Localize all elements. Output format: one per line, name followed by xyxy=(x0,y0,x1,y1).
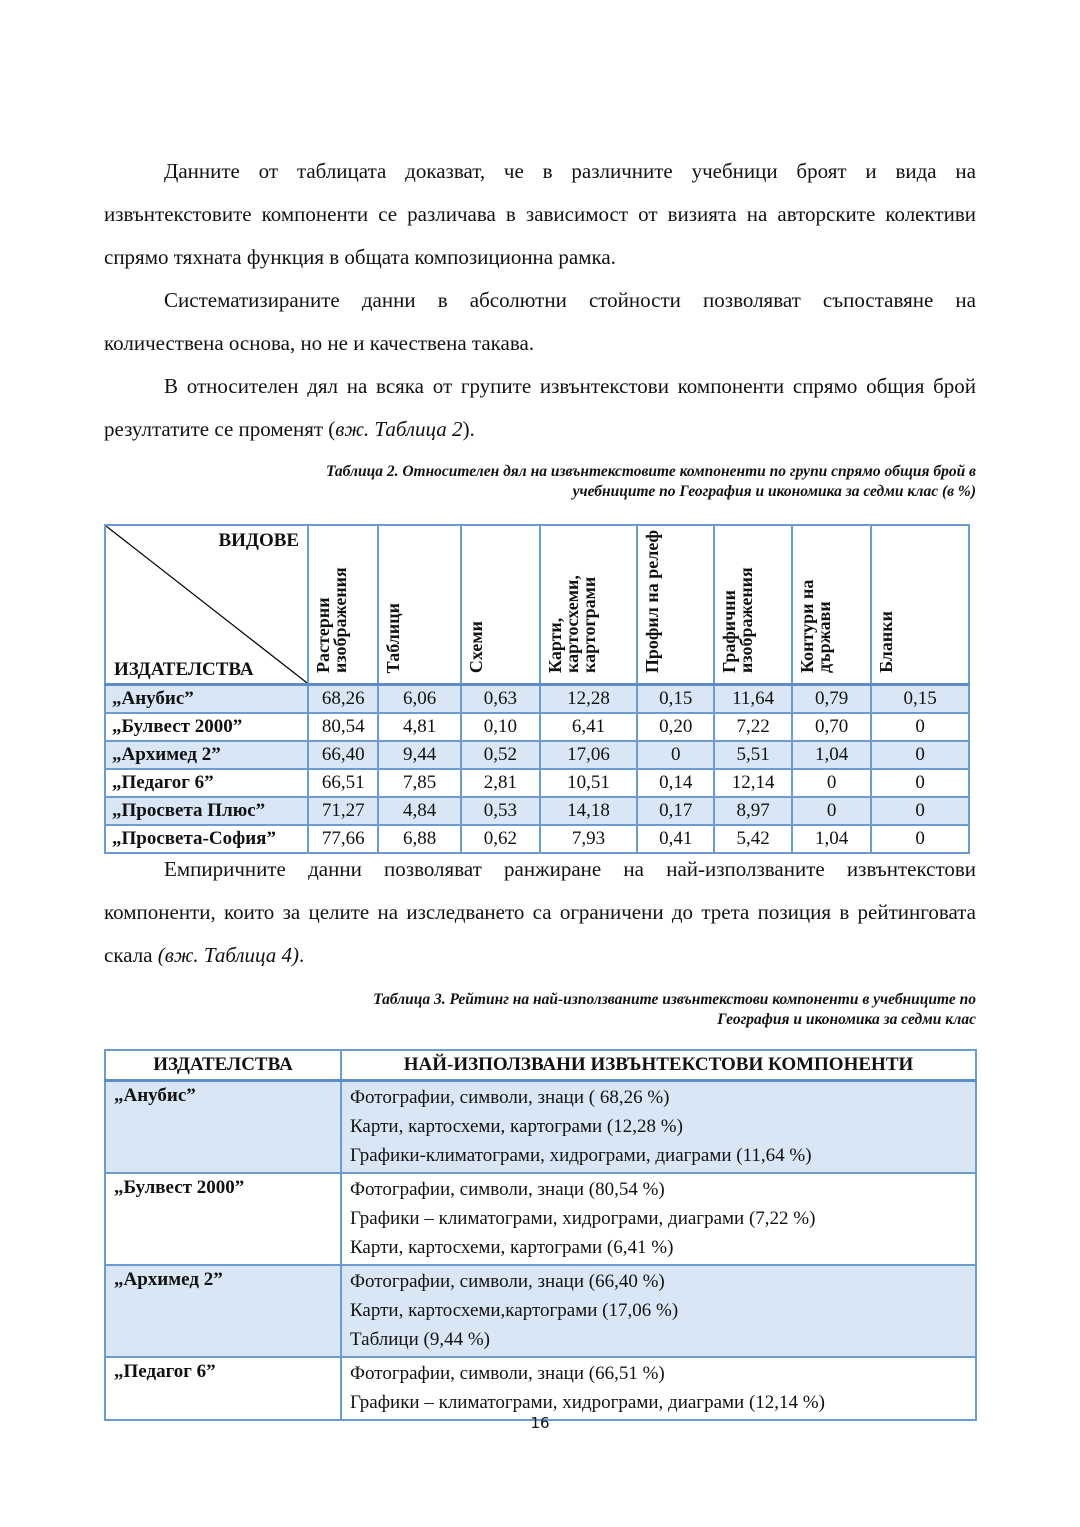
value-cell: 77,66 xyxy=(308,825,378,853)
table2-header-row xyxy=(105,525,969,685)
value-cell: 10,51 xyxy=(540,769,637,797)
value-cell: 66,40 xyxy=(308,741,378,769)
value-cell: 0,17 xyxy=(637,797,714,825)
component-item: Графики – климатограми, хидрограми, диаграми (12,14 %) xyxy=(350,1392,825,1413)
value-cell: 0,15 xyxy=(637,685,714,714)
value-cell: 71,27 xyxy=(308,797,378,825)
value-cell: 0,62 xyxy=(461,825,540,853)
table-row xyxy=(105,1265,976,1357)
col-header-schemes: Схеми xyxy=(461,525,540,685)
value-cell: 0,15 xyxy=(871,685,969,714)
value-cell: 7,22 xyxy=(714,713,792,741)
col-header-components: НАЙ-ИЗПОЛЗВАНИ ИЗВЪНТЕКСТОВИ КОМПОНЕНТИ xyxy=(341,1050,976,1081)
value-cell: 0 xyxy=(871,797,969,825)
table3-caption: Таблица 3. Рейтинг на най-използваните извънтекстови компоненти в учебниците по География и икономика за седми клас xyxy=(373,991,976,1028)
publisher-cell: „Педагог 6” xyxy=(105,769,308,797)
value-cell: 12,14 xyxy=(714,769,792,797)
table-row xyxy=(105,1081,976,1174)
value-cell: 1,04 xyxy=(792,825,871,853)
component-item: Графики – климатограми, хидрограми, диаграми (7,22 %) xyxy=(350,1208,816,1229)
header-publishers: ИЗДАТЕЛСТВА xyxy=(114,659,254,680)
publisher-cell: „Просвета-София” xyxy=(105,825,308,853)
header-kinds: ВИДОВЕ xyxy=(218,530,300,551)
component-item: Фотографии, символи, знаци (80,54 %) xyxy=(350,1179,665,1200)
table-row xyxy=(105,797,969,825)
value-cell: 0 xyxy=(871,713,969,741)
value-cell: 0 xyxy=(792,769,871,797)
table-row xyxy=(105,685,969,714)
table-row xyxy=(105,1357,976,1420)
components-cell xyxy=(341,1173,976,1265)
value-cell: 0,63 xyxy=(461,685,540,714)
diagonal-header-cell xyxy=(105,525,308,685)
component-item: Фотографии, символи, знаци (66,40 %) xyxy=(350,1271,665,1292)
value-cell: 8,97 xyxy=(714,797,792,825)
paragraph-1: Данните от таблицата доказват, че в различните учебници броят и вида на извънтекстовите компоненти се различава в зависимост от визията на авторските колективи спрямо тяхната функция в общата композиционна рамка. xyxy=(104,159,976,269)
value-cell: 4,81 xyxy=(378,713,461,741)
publisher-cell: „Булвест 2000” xyxy=(105,1173,341,1265)
publisher-cell: „Педагог 6” xyxy=(105,1357,341,1420)
value-cell: 6,41 xyxy=(540,713,637,741)
value-cell: 0 xyxy=(871,741,969,769)
component-item: Карти, картосхеми, картограми (12,28 %) xyxy=(350,1116,683,1137)
component-item: Графики-климатограми, хидрограми, диаграми (11,64 %) xyxy=(350,1145,812,1166)
table3-header-row xyxy=(105,1050,976,1081)
value-cell: 1,04 xyxy=(792,741,871,769)
publisher-cell: „Булвест 2000” xyxy=(105,713,308,741)
value-cell: 2,81 xyxy=(461,769,540,797)
table-row xyxy=(105,769,969,797)
publisher-cell: „Архимед 2” xyxy=(105,741,308,769)
value-cell: 68,26 xyxy=(308,685,378,714)
components-cell xyxy=(341,1081,976,1174)
table-reference: (вж. Таблица 4) xyxy=(157,943,300,967)
value-cell: 12,28 xyxy=(540,685,637,714)
value-cell: 4,84 xyxy=(378,797,461,825)
value-cell: 0,10 xyxy=(461,713,540,741)
col-header-relief-profile: Профил на релеф xyxy=(637,525,714,685)
col-header-maps: Карти, картосхеми, картограми xyxy=(540,525,637,685)
value-cell: 5,51 xyxy=(714,741,792,769)
value-cell: 0,53 xyxy=(461,797,540,825)
value-cell: 17,06 xyxy=(540,741,637,769)
value-cell: 14,18 xyxy=(540,797,637,825)
value-cell: 6,88 xyxy=(378,825,461,853)
publisher-cell: „Архимед 2” xyxy=(105,1265,341,1357)
col-header-tables: Таблици xyxy=(378,525,461,685)
table-reference: вж. Таблица 2 xyxy=(335,417,463,441)
value-cell: 0 xyxy=(871,825,969,853)
table2-caption: Таблица 2. Относителен дял на извънтекстовите компоненти по групи спрямо общия брой в учебниците по География и икономика за седми клас (в %) xyxy=(326,463,976,500)
value-cell: 0,79 xyxy=(792,685,871,714)
publisher-cell: „Анубис” xyxy=(105,685,308,714)
value-cell: 5,42 xyxy=(714,825,792,853)
value-cell: 66,51 xyxy=(308,769,378,797)
component-item: Фотографии, символи, знаци ( 68,26 %) xyxy=(350,1087,670,1108)
components-cell xyxy=(341,1265,976,1357)
table-row xyxy=(105,713,969,741)
col-header-graphics: Графични изображения xyxy=(714,525,792,685)
table-row xyxy=(105,741,969,769)
value-cell: 6,06 xyxy=(378,685,461,714)
col-header-raster: Растерни изображения xyxy=(308,525,378,685)
component-item: Карти, картосхеми, картограми (6,41 %) xyxy=(350,1237,674,1258)
paragraph-3: В относителен дял на всяка от групите извънтекстови компоненти спрямо общия брой резултатите се променят (вж. Таблица 2). xyxy=(104,374,976,441)
paragraph-2: Систематизираните данни в абсолютни стойности позволяват съпоставяне на количествена основа, но не и качествена такава. xyxy=(104,288,976,355)
component-item: Таблици (9,44 %) xyxy=(350,1329,490,1350)
page-number: 16 xyxy=(530,1414,550,1432)
table-ranking xyxy=(104,1049,977,1421)
value-cell: 7,85 xyxy=(378,769,461,797)
value-cell: 0,70 xyxy=(792,713,871,741)
value-cell: 7,93 xyxy=(540,825,637,853)
value-cell: 9,44 xyxy=(378,741,461,769)
table-relative-share xyxy=(104,524,970,854)
component-item: Фотографии, символи, знаци (66,51 %) xyxy=(350,1363,665,1384)
value-cell: 0 xyxy=(637,741,714,769)
component-item: Карти, картосхеми,картограми (17,06 %) xyxy=(350,1300,679,1321)
value-cell: 11,64 xyxy=(714,685,792,714)
table-row xyxy=(105,1173,976,1265)
col-header-country-outlines: Контури на държави xyxy=(792,525,871,685)
value-cell: 0,41 xyxy=(637,825,714,853)
publisher-cell: „Анубис” xyxy=(105,1081,341,1174)
value-cell: 0 xyxy=(792,797,871,825)
col-header-forms: Бланки xyxy=(871,525,969,685)
publisher-cell: „Просвета Плюс” xyxy=(105,797,308,825)
paragraph-4: Емпиричните данни позволяват ранжиране на най-използваните извънтекстови компоненти, които за целите на изследването са ограничени до трета позиция в рейтинговата скала (вж. Таблица 4). xyxy=(104,857,976,967)
components-cell xyxy=(341,1357,976,1420)
value-cell: 0 xyxy=(871,769,969,797)
value-cell: 80,54 xyxy=(308,713,378,741)
value-cell: 0,20 xyxy=(637,713,714,741)
col-header-publishers: ИЗДАТЕЛСТВА xyxy=(105,1050,341,1081)
value-cell: 0,14 xyxy=(637,769,714,797)
value-cell: 0,52 xyxy=(461,741,540,769)
